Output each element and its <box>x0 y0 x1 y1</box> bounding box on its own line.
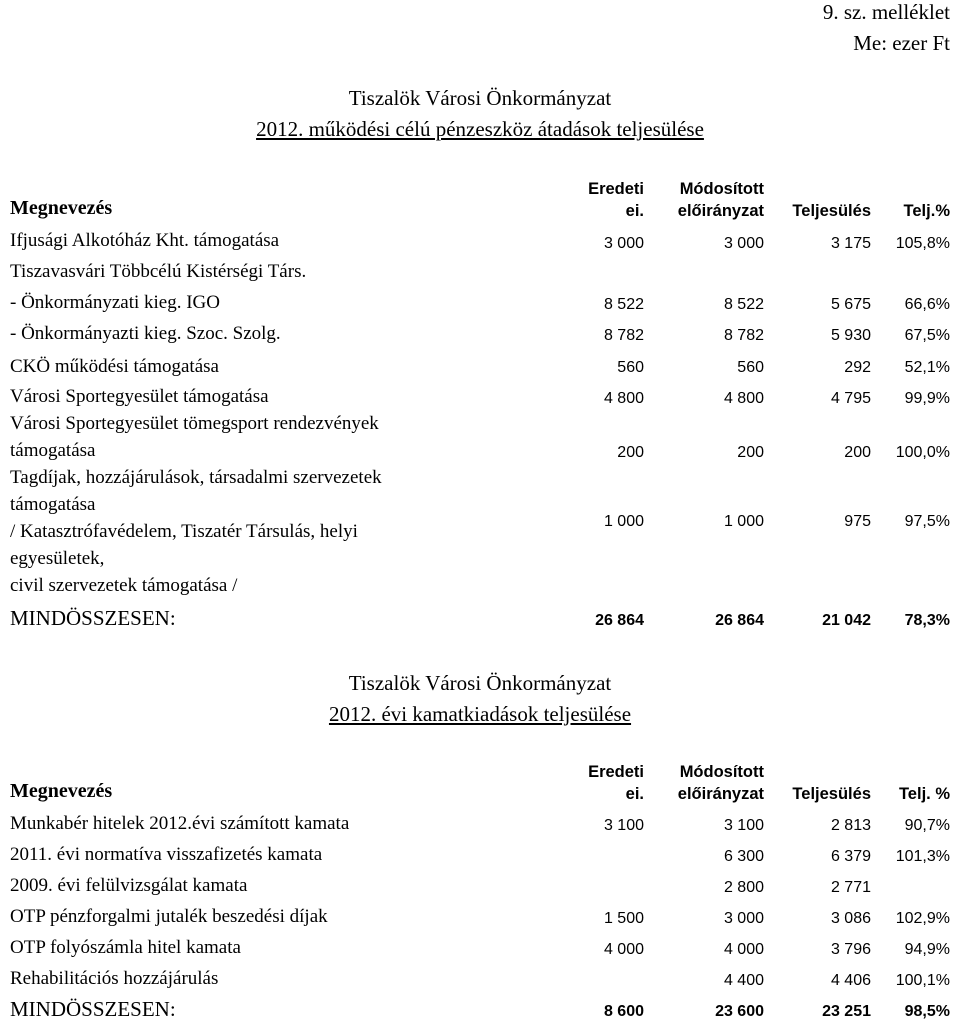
col-actual-header: Teljesülés <box>792 202 871 220</box>
table-row-label-cont: civil szervezetek támogatása / <box>10 575 238 596</box>
total-actual: 23 251 <box>822 1003 871 1020</box>
cell-original: 4 800 <box>603 390 644 407</box>
cell-original: 200 <box>617 444 644 461</box>
cell-actual: 4 795 <box>830 390 871 407</box>
cell-actual: 5 675 <box>830 296 871 313</box>
cell-original: 8 522 <box>603 296 644 313</box>
cell-pct: 52,1% <box>904 359 950 376</box>
cell-actual: 3 175 <box>830 235 871 252</box>
col-name-header: Megnevezés <box>10 197 113 219</box>
cell-actual: 3 086 <box>830 910 871 927</box>
section2-title: Tiszalök Városi Önkormányzat <box>348 671 612 695</box>
cell-original: 8 782 <box>603 327 644 344</box>
cell-actual: 292 <box>844 359 871 376</box>
cell-modified: 3 000 <box>723 235 764 252</box>
col-name-header: Megnevezés <box>10 780 113 802</box>
cell-modified: 4 400 <box>723 972 764 989</box>
col-actual-header: Teljesülés <box>792 785 871 803</box>
cell-actual: 4 406 <box>830 972 871 989</box>
col-original-header: Eredeti ei. <box>588 763 644 803</box>
table-row-label: Ifjusági Alkotóház Kht. támogatása <box>10 230 280 251</box>
cell-pct: 66,6% <box>904 296 950 313</box>
table-row-label: CKÖ működési támogatása <box>10 356 219 377</box>
total-pct: 78,3% <box>904 612 950 629</box>
total-pct: 98,5% <box>904 1003 950 1020</box>
cell-pct: 100,0% <box>895 444 950 461</box>
section1-title: Tiszalök Városi Önkormányzat <box>348 86 612 110</box>
table-row-label: Rehabilitációs hozzájárulás <box>10 968 219 989</box>
total-label: MINDÖSSZESEN: <box>10 997 176 1021</box>
col-modified-header: Módosított előirányzat <box>677 180 764 220</box>
total-actual: 21 042 <box>822 612 871 629</box>
col-pct-header: Telj. % <box>898 785 950 803</box>
section1-subtitle: 2012. működési célú pénzeszköz átadások teljesülése <box>256 117 704 141</box>
table-row-label: OTP pénzforgalmi jutalék beszedési díjak <box>10 906 328 927</box>
cell-modified: 4 000 <box>723 941 764 958</box>
cell-modified: 4 800 <box>723 390 764 407</box>
cell-pct: 94,9% <box>904 941 950 958</box>
cell-modified: 8 522 <box>723 296 764 313</box>
cell-modified: 8 782 <box>723 327 764 344</box>
cell-pct: 101,3% <box>895 848 950 865</box>
total-modified: 26 864 <box>715 612 764 629</box>
cell-modified: 6 300 <box>723 848 764 865</box>
total-modified: 23 600 <box>715 1003 764 1020</box>
cell-modified: 3 100 <box>723 817 764 834</box>
table-row-label: Munkabér hitelek 2012.évi számított kamata <box>10 813 350 834</box>
table-row-label: Városi Sportegyesület támogatása <box>10 386 269 407</box>
cell-original: 560 <box>617 359 644 376</box>
cell-pct: 67,5% <box>904 327 950 344</box>
cell-actual: 2 813 <box>830 817 871 834</box>
cell-original: 4 000 <box>603 941 644 958</box>
table-row-label: 2009. évi felülvizsgálat kamata <box>10 875 248 896</box>
cell-actual: 6 379 <box>830 848 871 865</box>
cell-pct: 97,5% <box>904 513 950 530</box>
cell-modified: 200 <box>737 444 764 461</box>
col-original-header: Eredeti ei. <box>588 180 644 220</box>
table-row-label: - Önkormányazti kieg. Szoc. Szolg. <box>10 323 281 344</box>
col-modified-header: Módosított előirányzat <box>677 763 764 803</box>
cell-pct: 102,9% <box>895 910 950 927</box>
cell-pct: 90,7% <box>904 817 950 834</box>
cell-actual: 3 796 <box>830 941 871 958</box>
cell-pct: 99,9% <box>904 390 950 407</box>
cell-pct: 100,1% <box>895 972 950 989</box>
section2-subtitle: 2012. évi kamatkiadások teljesülése <box>328 702 632 726</box>
table-row-label: - Önkormányzati kieg. IGO <box>10 292 220 313</box>
cell-original: 3 100 <box>603 817 644 834</box>
table-row-label: 2011. évi normatíva visszafizetés kamata <box>10 844 323 865</box>
cell-modified: 1 000 <box>723 513 764 530</box>
table-row-label-cont: / Katasztrófavédelem, Tiszatér Társulás, helyi <box>10 521 358 542</box>
cell-original: 1 500 <box>603 910 644 927</box>
cell-modified: 560 <box>737 359 764 376</box>
col-pct-header: Telj.% <box>903 202 950 220</box>
cell-pct: 105,8% <box>895 235 950 252</box>
total-original: 8 600 <box>603 1003 644 1020</box>
annex-label: 9. sz. melléklet <box>822 0 950 24</box>
cell-original: 3 000 <box>603 235 644 252</box>
total-original: 26 864 <box>595 612 644 629</box>
table-row-label: Városi Sportegyesület tömegsport rendezvények <box>10 413 379 434</box>
cell-actual: 5 930 <box>830 327 871 344</box>
table-row-label: Tiszavasvári Többcélú Kistérségi Társ. <box>10 261 307 282</box>
table-row-label-cont: támogatása <box>10 494 96 515</box>
cell-actual: 200 <box>844 444 871 461</box>
table-row-label-cont: támogatása <box>10 440 96 461</box>
table-row-label: Tagdíjak, hozzájárulások, társadalmi szervezetek <box>10 467 382 488</box>
total-label: MINDÖSSZESEN: <box>10 606 176 630</box>
cell-actual: 2 771 <box>830 879 871 896</box>
cell-original: 1 000 <box>603 513 644 530</box>
cell-modified: 3 000 <box>723 910 764 927</box>
cell-actual: 975 <box>844 513 871 530</box>
cell-modified: 2 800 <box>723 879 764 896</box>
unit-label: Me: ezer Ft <box>853 31 950 55</box>
table-row-label: OTP folyószámla hitel kamata <box>10 937 241 958</box>
table-row-label-cont: egyesületek, <box>10 548 105 569</box>
